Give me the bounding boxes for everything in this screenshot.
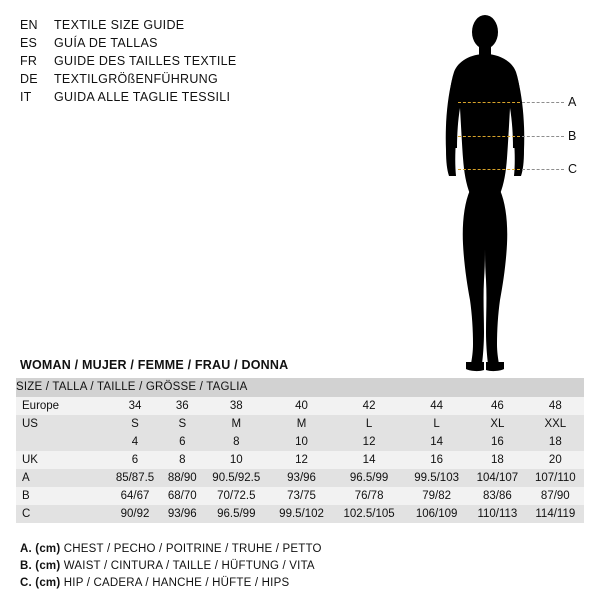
row-label <box>16 433 108 451</box>
measure-pointer-hip <box>522 169 564 170</box>
cell: S <box>108 415 162 433</box>
cell: L <box>333 415 405 433</box>
cell: 76/78 <box>333 487 405 505</box>
language-row <box>20 88 320 106</box>
cell: 99.5/103 <box>405 469 468 487</box>
measure-label-c: C <box>568 162 578 176</box>
cell: 42 <box>333 397 405 415</box>
table-row <box>16 469 584 487</box>
cell: 64/67 <box>108 487 162 505</box>
cell: 6 <box>108 451 162 469</box>
body-figure <box>400 8 600 378</box>
cell: 83/86 <box>468 487 527 505</box>
cell: S <box>162 415 203 433</box>
cell: 36 <box>162 397 203 415</box>
note-row <box>20 575 580 592</box>
cell: 38 <box>203 397 271 415</box>
cell: 87/90 <box>527 487 584 505</box>
cell: 96.5/99 <box>203 505 271 523</box>
cell: XXL <box>527 415 584 433</box>
cell: 106/109 <box>405 505 468 523</box>
row-label: B <box>16 487 108 505</box>
cell: 44 <box>405 397 468 415</box>
cell: 16 <box>468 433 527 451</box>
cell: 4 <box>108 433 162 451</box>
cell: 10 <box>203 451 271 469</box>
cell: L <box>405 415 468 433</box>
measure-label-b: B <box>568 129 577 143</box>
table-row <box>16 397 584 415</box>
language-title: GUÍA DE TALLAS <box>54 36 158 50</box>
language-code: DE <box>20 72 38 86</box>
note-key: C. (cm) <box>20 577 61 589</box>
language-code: IT <box>20 90 32 104</box>
note-text: WAIST / CINTURA / TAILLE / HÜFTUNG / VITA <box>63 560 315 572</box>
cell: 8 <box>162 451 203 469</box>
cell: 12 <box>270 451 333 469</box>
table-header-row <box>16 378 584 397</box>
cell: XL <box>468 415 527 433</box>
language-row <box>20 34 320 52</box>
cell: 10 <box>270 433 333 451</box>
measure-line-waist <box>458 136 520 137</box>
note-row <box>20 541 580 558</box>
cell: M <box>270 415 333 433</box>
language-title: GUIDA ALLE TAGLIE TESSILI <box>54 90 231 104</box>
measure-line-hip <box>458 169 520 170</box>
cell: 114/119 <box>527 505 584 523</box>
table-header-label: SIZE / TALLA / TAILLE / GRÖSSE / TAGLIA <box>16 378 584 397</box>
cell: 90.5/92.5 <box>203 469 271 487</box>
cell: 73/75 <box>270 487 333 505</box>
row-label: Europe <box>16 397 108 415</box>
cell: 70/72.5 <box>203 487 271 505</box>
measure-line-chest <box>458 102 520 103</box>
cell: 34 <box>108 397 162 415</box>
cell: 6 <box>162 433 203 451</box>
cell: 16 <box>405 451 468 469</box>
cell: 88/90 <box>162 469 203 487</box>
cell: 18 <box>468 451 527 469</box>
language-row <box>20 16 320 34</box>
language-title: TEXTILE SIZE GUIDE <box>54 18 185 32</box>
cell: 68/70 <box>162 487 203 505</box>
cell: 93/96 <box>162 505 203 523</box>
language-code: EN <box>20 18 38 32</box>
language-title-block <box>20 16 320 106</box>
measure-pointer-waist <box>522 136 564 137</box>
cell: M <box>203 415 271 433</box>
note-text: HIP / CADERA / HANCHE / HÜFTE / HIPS <box>63 577 290 589</box>
measure-label-a: A <box>568 95 577 109</box>
table-row <box>16 487 584 505</box>
cell: 12 <box>333 433 405 451</box>
cell: 107/110 <box>527 469 584 487</box>
cell: 99.5/102 <box>270 505 333 523</box>
row-label: A <box>16 469 108 487</box>
language-code: ES <box>20 36 38 50</box>
cell: 90/92 <box>108 505 162 523</box>
section-heading: WOMAN / MUJER / FEMME / FRAU / DONNA <box>20 358 289 372</box>
cell: 110/113 <box>468 505 527 523</box>
note-key: A. (cm) <box>20 543 61 555</box>
table-row <box>16 433 584 451</box>
row-label: C <box>16 505 108 523</box>
table-row <box>16 415 584 433</box>
cell: 96.5/99 <box>333 469 405 487</box>
measurement-notes <box>20 541 580 592</box>
female-silhouette-icon <box>400 8 600 378</box>
language-title: TEXTILGRÖßENFÜHRUNG <box>54 72 219 86</box>
cell: 93/96 <box>270 469 333 487</box>
note-row <box>20 558 580 575</box>
note-key: B. (cm) <box>20 560 61 572</box>
cell: 85/87.5 <box>108 469 162 487</box>
language-row <box>20 70 320 88</box>
size-table <box>16 378 584 523</box>
cell: 48 <box>527 397 584 415</box>
table-row <box>16 451 584 469</box>
language-row <box>20 52 320 70</box>
cell: 14 <box>405 433 468 451</box>
cell: 8 <box>203 433 271 451</box>
note-text: CHEST / PECHO / POITRINE / TRUHE / PETTO <box>63 543 322 555</box>
table-row <box>16 505 584 523</box>
cell: 40 <box>270 397 333 415</box>
language-code: FR <box>20 54 38 68</box>
cell: 46 <box>468 397 527 415</box>
cell: 104/107 <box>468 469 527 487</box>
cell: 20 <box>527 451 584 469</box>
cell: 79/82 <box>405 487 468 505</box>
row-label: US <box>16 415 108 433</box>
measure-pointer-chest <box>522 102 564 103</box>
cell: 102.5/105 <box>333 505 405 523</box>
row-label: UK <box>16 451 108 469</box>
cell: 14 <box>333 451 405 469</box>
cell: 18 <box>527 433 584 451</box>
language-title: GUIDE DES TAILLES TEXTILE <box>54 54 237 68</box>
